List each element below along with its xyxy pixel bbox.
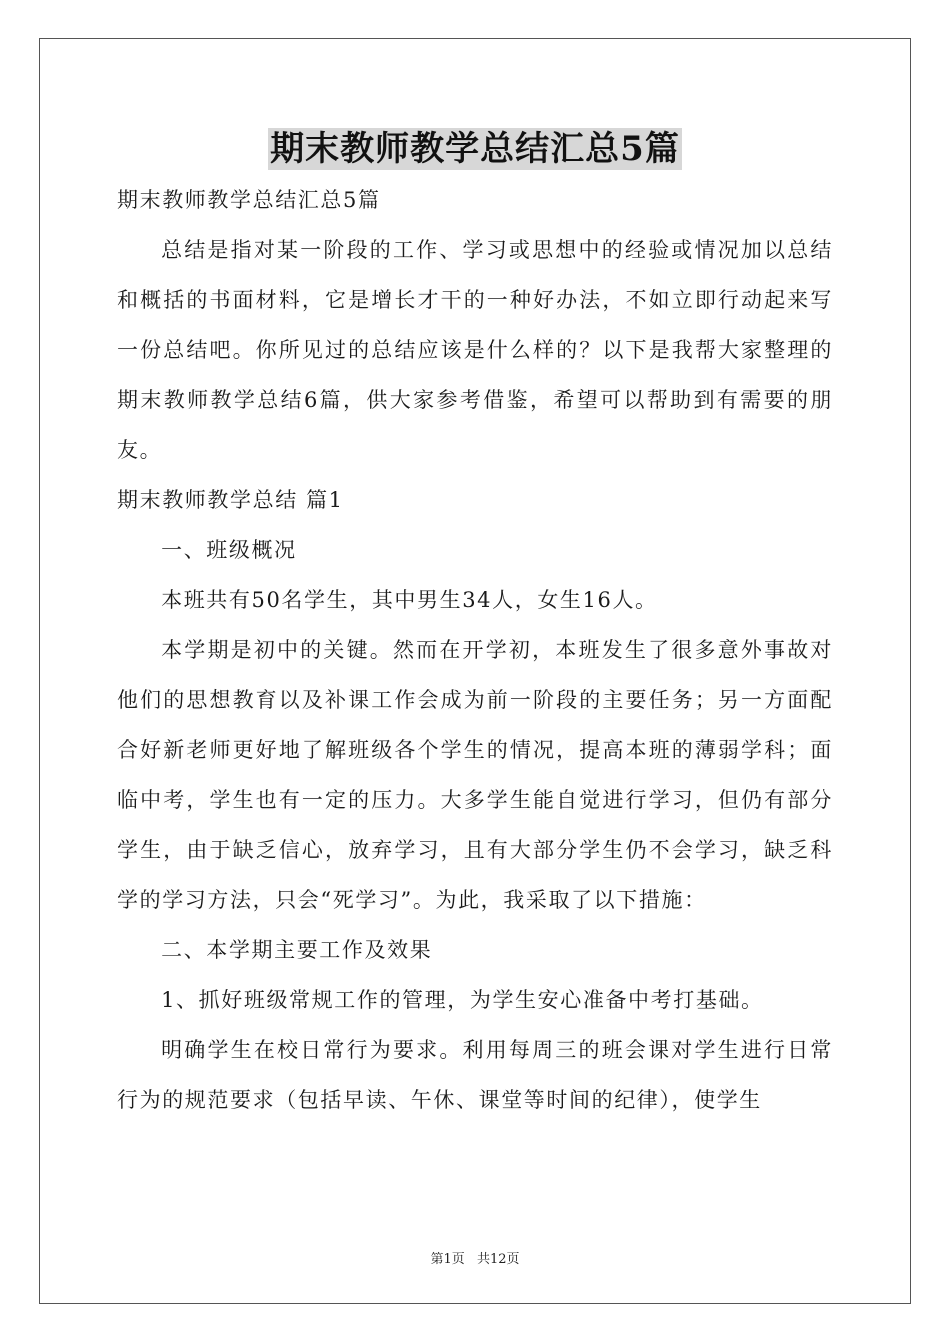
part2-heading: 二、本学期主要工作及效果: [161, 938, 433, 962]
document-subtitle: 期末教师教学总结汇总5篇: [117, 188, 381, 212]
intro-paragraph: 总结是指对某一阶段的工作、学习或思想中的经验或情况加以总结和概括的书面材料，它是增长才干的一种好办法，不如立即行动起来写一份总结吧。你所见过的总结应该是什么样的？以下是我帮大家整理的期末教师教学总结6篇，供大家参考借鉴，希望可以帮助到有需要的朋友。: [117, 238, 833, 462]
document-body: [117, 175, 833, 1125]
title-container: [0, 128, 950, 170]
part2-item-1: 1、抓好班级常规工作的管理，为学生安心准备中考打基础。: [161, 988, 764, 1012]
document-title: 期末教师教学总结汇总5篇: [270, 129, 680, 169]
page-number: 第1页: [430, 1252, 465, 1267]
section-heading: 期末教师教学总结 篇1: [117, 488, 344, 512]
page-footer: [0, 1248, 950, 1267]
part1-heading: 一、班级概况: [161, 538, 297, 562]
part1-paragraph-2: 本学期是初中的关键。然而在开学初，本班发生了很多意外事故对他们的思想教育以及补课工作会成为前一阶段的主要任务；另一方面配合好新老师更好地了解班级各个学生的情况，提高本班的薄弱学科；面临中考，学生也有一定的压力。大多学生能自觉进行学习，但仍有部分学生，由于缺乏信心，放弃学习，且有大部分学生仍不会学习，缺乏科学的学习方法，只会“死学习”。为此，我采取了以下措施：: [117, 638, 833, 912]
part1-paragraph-1: 本班共有50名学生，其中男生34人，女生16人。: [161, 588, 658, 612]
part2-paragraph-1: 明确学生在校日常行为要求。利用每周三的班会课对学生进行日常行为的规范要求（包括早读、午休、课堂等时间的纪律），使学生: [117, 1038, 833, 1112]
page-total: 共12页: [476, 1252, 520, 1267]
